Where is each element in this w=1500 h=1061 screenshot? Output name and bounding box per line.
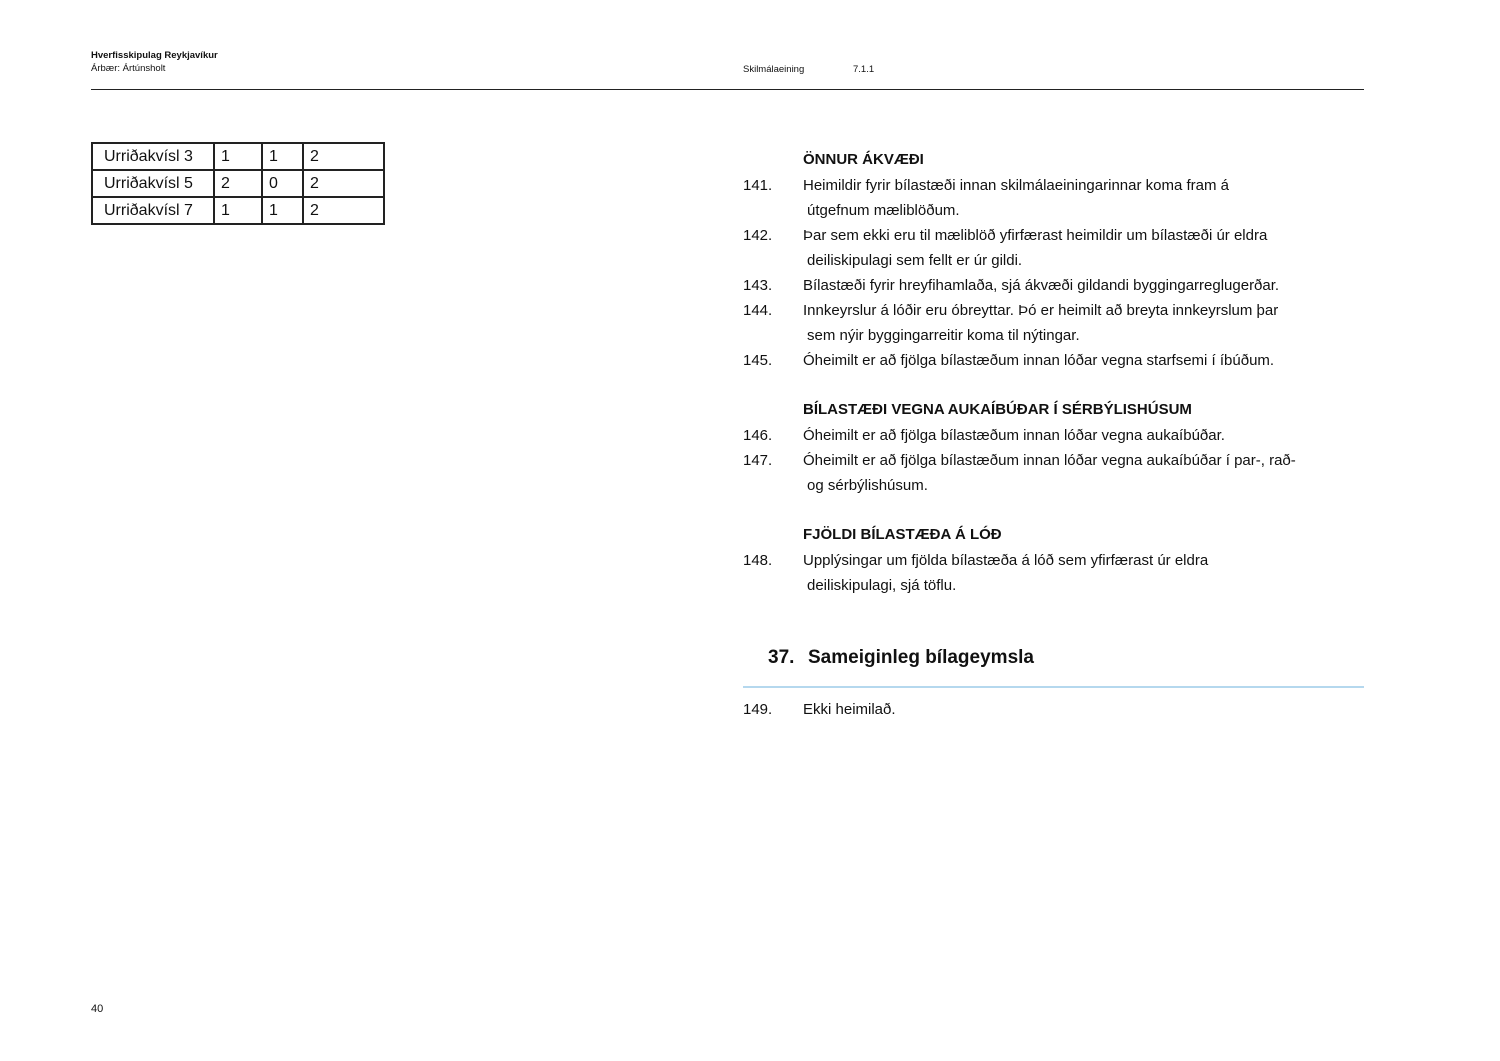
table-cell: 2 [303, 143, 384, 170]
item-text-continued: útgefnum mæliblöðum. [807, 202, 960, 219]
item-text: Óheimilt er að fjölga bílastæðum innan lóðar vegna starfsemi í íbúðum. [803, 352, 1275, 369]
table-row [92, 143, 384, 170]
table-cell: 0 [262, 170, 303, 197]
section-divider [743, 686, 1364, 688]
table-row [92, 170, 384, 197]
item-text: Þar sem ekki eru til mæliblöð yfirfærast heimildir um bílastæði úr eldra [803, 227, 1268, 244]
item-number: 144. [743, 302, 773, 319]
item-text: Ekki heimilað. [803, 701, 896, 718]
table-cell-address: Urriðakvísl 7 [92, 197, 214, 224]
item-text-continued: deiliskipulagi sem fellt er úr gildi. [807, 252, 1023, 269]
item-number: 146. [743, 427, 773, 444]
item-text-continued: og sérbýlishúsum. [807, 477, 928, 494]
item-text-continued: deiliskipulagi, sjá töflu. [807, 577, 957, 594]
section-heading-title: Sameiginleg bílageymsla [808, 647, 1034, 668]
item-text: Bílastæði fyrir hreyfihamlaða, sjá ákvæði gildandi byggingarreglugerðar. [803, 277, 1280, 294]
item-text: Innkeyrslur á lóðir eru óbreyttar. Þó er heimilt að breyta innkeyrslum þar [803, 302, 1279, 319]
table-cell-address: Urriðakvísl 5 [92, 170, 214, 197]
item-text: Upplýsingar um fjölda bílastæða á lóð sem yfirfærast úr eldra [803, 552, 1209, 569]
item-number: 141. [743, 177, 773, 194]
table-cell: 1 [214, 197, 262, 224]
parking-table [91, 142, 385, 225]
section-number: 7.1.1 [853, 64, 875, 75]
item-text: Heimildir fyrir bílastæði innan skilmálaeiningarinnar koma fram á [803, 177, 1229, 194]
table-cell: 1 [214, 143, 262, 170]
table-row [92, 197, 384, 224]
heading-parking-count: FJÖLDI BÍLASTÆÐA Á LÓÐ [803, 526, 1002, 543]
section-heading [768, 647, 1034, 669]
item-number: 143. [743, 277, 773, 294]
item-text-continued: sem nýir byggingarreitir koma til nýtingar. [807, 327, 1080, 344]
heading-extra-apartment-parking: BÍLASTÆÐI VEGNA AUKAÍBÚÐAR Í SÉRBÝLISHÚSUM [803, 401, 1192, 418]
item-text: Óheimilt er að fjölga bílastæðum innan lóðar vegna aukaíbúðar. [803, 427, 1225, 444]
item-text: Óheimilt er að fjölga bílastæðum innan lóðar vegna aukaíbúðar í par-, rað- [803, 452, 1296, 469]
page-number: 40 [91, 1003, 104, 1015]
heading-other-provisions: ÖNNUR ÁKVÆÐI [803, 151, 924, 168]
item-number: 148. [743, 552, 773, 569]
document-subtitle: Árbær: Ártúnsholt [91, 63, 166, 74]
section-label: Skilmálaeining [743, 64, 805, 75]
table-cell: 1 [262, 143, 303, 170]
header-divider [91, 89, 1364, 90]
item-number: 149. [743, 701, 773, 718]
table-cell: 1 [262, 197, 303, 224]
table-cell: 2 [303, 197, 384, 224]
item-number: 145. [743, 352, 773, 369]
document-title: Hverfisskipulag Reykjavíkur [91, 50, 218, 61]
section-heading-number: 37. [768, 647, 795, 668]
table-cell: 2 [214, 170, 262, 197]
item-number: 142. [743, 227, 773, 244]
table-cell: 2 [303, 170, 384, 197]
item-number: 147. [743, 452, 773, 469]
table-cell-address: Urriðakvísl 3 [92, 143, 214, 170]
